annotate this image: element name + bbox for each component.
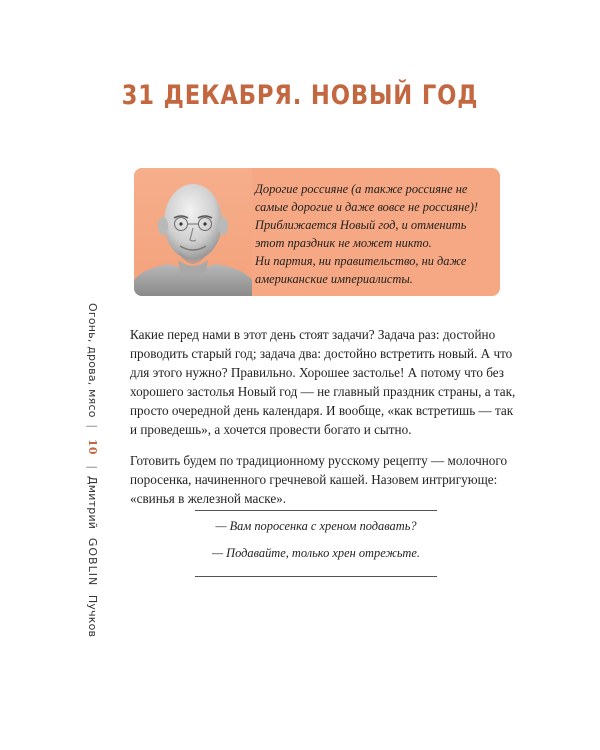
running-header <box>87 303 101 637</box>
quote-box <box>134 168 500 296</box>
text-line: Готовить будем по традиционному русскому рецепту — молочного <box>130 453 508 468</box>
text-line: проводить старый год; задача два: достойно встретить новый. А что <box>130 346 513 361</box>
paragraph-1 <box>130 325 516 439</box>
text-line: просто очередной день календаря. И вообще, «как встретишь — так <box>130 403 514 418</box>
quote-text <box>255 180 495 288</box>
text-line: хорошего застолья Новый год — не главный праздник страны, а так, <box>130 384 516 399</box>
author-nickname: GOBLIN <box>86 537 100 587</box>
separator: | <box>86 424 100 429</box>
author-first-name: Дмитрий <box>86 476 100 530</box>
text-line: Какие перед нами в этот день стоят задачи? Задача раз: достойно <box>130 327 496 342</box>
divider-top <box>195 510 437 511</box>
text-line: и проведешь», а хочется провести богато и сытно. <box>130 422 412 437</box>
quote-line: американские империалисты. <box>255 272 413 286</box>
quote-line: Ни партия, ни правительство, ни даже <box>255 254 467 268</box>
author-last-name: Пучков <box>86 594 100 638</box>
quote-line: этот праздник не может никто. <box>255 236 432 250</box>
quote-line: самые дорогие и даже вовсе не россияне)! <box>255 200 479 214</box>
bald-man-portrait-icon <box>134 168 252 296</box>
chapter-title: 31 ДЕКАБРЯ. НОВЫЙ ГОД <box>121 80 479 111</box>
paragraph-2 <box>130 451 510 508</box>
text-line: «свинья в железной маске». <box>130 491 287 506</box>
dialogue-line-1: — Вам поросенка с хреном подавать? <box>215 519 417 533</box>
body-text <box>130 325 516 520</box>
text-line: для этого нужно? Правильно. Хорошее застолье! А потому что без <box>130 365 504 380</box>
quote-line: Дорогие россияне (а также россияне не <box>255 182 468 196</box>
separator: | <box>86 465 100 470</box>
dialogue-line-2: — Подавайте, только хрен отрежьте. <box>212 546 420 560</box>
page-number: 10 <box>86 438 100 455</box>
book-title: Огонь, дрова, мясо <box>86 303 100 418</box>
quote-line: Приближается Новый год, и отменить <box>255 218 467 232</box>
text-line: поросенка, начиненного гречневой кашей. Назовем интригующе: <box>130 472 498 487</box>
divider-bottom <box>195 576 437 577</box>
